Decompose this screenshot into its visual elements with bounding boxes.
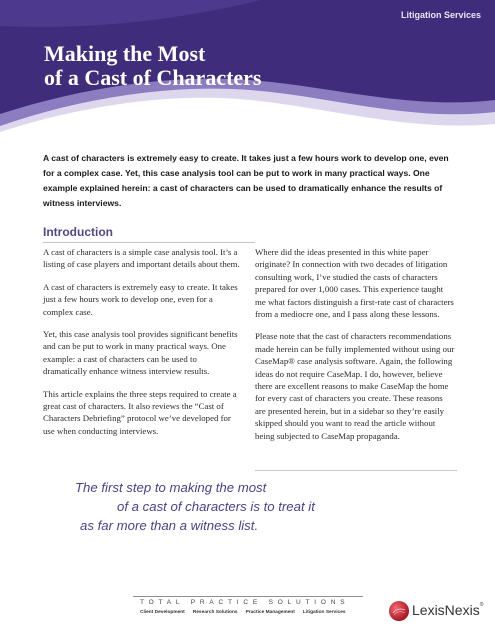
pull-quote bbox=[0, 478, 495, 548]
footer-services bbox=[140, 610, 346, 615]
right-paragraph-1: Where did the ideas presented in this white paper originate? In connection with two decades of litigation consulting work, I’ve studied the casts of characters prepared for over 1,000 cases. This experience taught me what factors distinguish a first-rate cast of characters from a mediocre one, and I pass along these lessons. bbox=[255, 247, 454, 320]
left-paragraph-2: A cast of characters is extremely easy to create. It takes just a few hours work to develop one, even for a complex case. bbox=[43, 281, 238, 317]
introduction-divider bbox=[43, 242, 255, 243]
service-practice-management: Practice Management bbox=[245, 610, 295, 615]
left-paragraph-4: This article explains the three steps required to create a great cast of characters. It also reviews the “Cast of Characters Debriefing” protocol we’ve developed for use when conducting interviews. bbox=[43, 388, 237, 436]
service-litigation-services: Litigation Services bbox=[302, 610, 346, 615]
page-title-line-1: Making the Most bbox=[44, 41, 206, 66]
footer-divider bbox=[133, 596, 363, 597]
pull-quote-line-2: of a cast of characters is to treat it bbox=[117, 499, 315, 514]
summary-paragraph: A cast of characters is extremely easy to create. It takes just a few hours work to develop one, even for a complex case. Yet, this case analysis tool can be put to work in many practical ways. One example explained herein: a cast of characters can be used to dramatically enhance the results of witness interviews. bbox=[43, 153, 449, 208]
right-paragraph-2: Please note that the cast of characters recommendations made herein can be fully implemented without using our CaseMap® case analysis software. Again, the following ideas do not require CaseMap. I do, however, believe there are excellent reasons to make CaseMap the home for every cast of characters you create. These reasons are presented herein, but in a sidebar so they’re easily skipped should you want to read the article without being subjected to CaseMap propaganda. bbox=[255, 331, 455, 441]
lexisnexis-wordmark-text: LexisNexis bbox=[412, 602, 480, 618]
left-column bbox=[43, 246, 243, 447]
registered-mark: ® bbox=[479, 602, 484, 608]
lexisnexis-wordmark bbox=[412, 602, 483, 618]
service-research-solutions: Research Solutions bbox=[192, 610, 238, 615]
right-column bbox=[255, 246, 455, 452]
right-column-divider bbox=[255, 470, 457, 471]
footer-tagline: TOTAL PRACTICE SOLUTIONS bbox=[140, 599, 350, 606]
lexisnexis-logo-icon bbox=[388, 600, 410, 622]
pull-quote-line-3: as far more than a witness list. bbox=[80, 518, 259, 533]
pull-quote-line-1: The first step to making the most bbox=[75, 480, 267, 495]
service-client-development: Client Development bbox=[140, 610, 185, 615]
page-title-line-2: of a Cast of Characters bbox=[44, 65, 262, 90]
introduction-heading: Introduction bbox=[43, 225, 113, 239]
left-paragraph-3: Yet, this case analysis tool provides significant benefits and can be put to work in many practical ways. One example: a cast of characters can be used to dramatically enhance witness interview results. bbox=[43, 329, 238, 377]
page-title bbox=[44, 42, 262, 90]
section-label: Litigation Services bbox=[400, 10, 481, 20]
left-paragraph-1: A cast of characters is a simple case analysis tool. It’s a listing of case players and important details about them. bbox=[43, 247, 240, 270]
